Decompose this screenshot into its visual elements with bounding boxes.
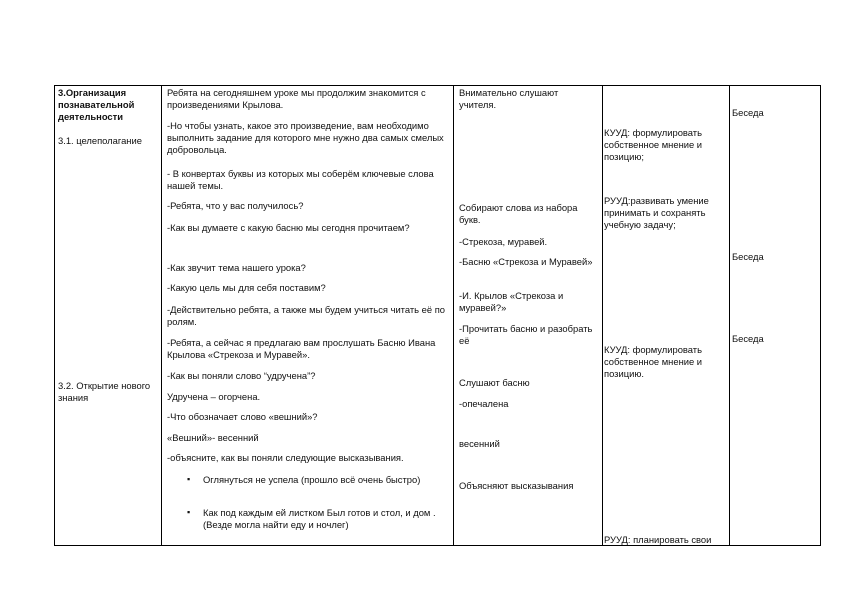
column-divider: [729, 86, 730, 545]
teacher-text: -Как вы поняли слово “удручена”?: [167, 370, 316, 381]
list-item: Оглянуться не успела (прошло всё очень быстро): [203, 474, 421, 485]
stage-goal-setting: 3.1. целеполагание: [58, 135, 142, 146]
form-of-work: Беседа: [732, 333, 764, 344]
form-of-work: Беседа: [732, 251, 764, 262]
form-of-work: Беседа: [732, 107, 764, 118]
teacher-text: Удручена – огорчена.: [167, 391, 261, 402]
teacher-text: -Действительно ребята, а также мы будем учиться читать её по ролям.: [167, 304, 445, 327]
column-divider: [453, 86, 454, 545]
student-activity: Объясняют высказывания: [459, 480, 574, 491]
teacher-text: -Ребята, что у вас получилось?: [167, 200, 304, 211]
student-activity: -И. Крылов «Стрекоза и муравей?»: [459, 290, 564, 313]
stage-heading: 3.Организация познавательной деятельности: [58, 87, 135, 122]
teacher-text: -Как вы думаете с какую басню мы сегодня прочитаем?: [167, 222, 410, 233]
teacher-text: -Какую цель мы для себя поставим?: [167, 282, 326, 293]
column-divider: [161, 86, 162, 545]
student-activity: весенний: [459, 438, 500, 449]
teacher-text: Ребята на сегодняшнем уроке мы продолжим знакомится с произведениями Крылова.: [167, 87, 426, 110]
stage-new-knowledge: 3.2. Открытие нового знания: [58, 380, 151, 403]
student-activity: -Прочитать басню и разобрать её: [459, 323, 593, 346]
student-activity: -Басню «Стрекоза и Муравей»: [459, 256, 593, 267]
teacher-text: -Ребята, а сейчас я предлагаю вам прослушать Басню Ивана Крылова «Стрекоза и Муравей».: [167, 337, 436, 360]
learning-outcome: КУУД: формулировать собственное мнение и позицию;: [604, 127, 703, 162]
learning-outcome: РУУД:развивать умение принимать и сохранять учебную задачу;: [604, 195, 709, 230]
bullet-icon: ▪: [187, 474, 191, 484]
list-item: Как под каждым ей листком Был готов и стол, и дом .(Везде могла найти еду и ночлег): [203, 507, 436, 530]
teacher-text: - В конвертах буквы из которых мы соберём ключевые слова нашей темы.: [167, 168, 434, 191]
column-divider: [602, 86, 603, 545]
student-activity: Собирают слова из набора букв.: [459, 202, 578, 225]
student-activity: -Стрекоза, муравей.: [459, 236, 548, 247]
student-activity: -опечалена: [459, 398, 509, 409]
bullet-icon: ▪: [187, 507, 191, 517]
teacher-text: «Вешний»- весенний: [167, 432, 259, 443]
teacher-text: -Как звучит тема нашего урока?: [167, 262, 306, 273]
teacher-text: -Что обозначает слово «вешний»?: [167, 411, 318, 422]
learning-outcome: РУУД: планировать свои: [604, 534, 712, 545]
student-activity: Внимательно слушают учителя.: [459, 87, 559, 110]
lesson-plan-table: [54, 85, 821, 546]
learning-outcome: КУУД: формулировать собственное мнение и позицию.: [604, 344, 703, 379]
student-activity: Слушают басню: [459, 377, 530, 388]
teacher-text: -Но чтобы узнать, какое это произведение, вам необходимо выполнить задание для которого мне нужно два самых смелых добровольца.: [167, 120, 444, 155]
teacher-text: -объясните, как вы поняли следующие высказывания.: [167, 452, 404, 463]
